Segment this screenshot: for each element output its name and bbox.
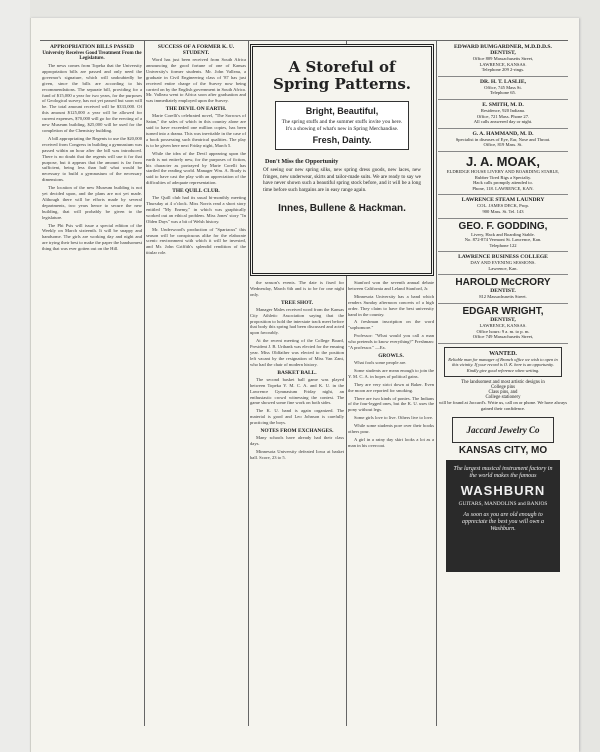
article-paragraph: Minnesota University has a band which renders Sunday afternoon concerts of a high order. They claim to have the best university band in the country.	[348, 293, 434, 317]
jaccard-ad	[438, 380, 568, 456]
washburn-items: GUITARS, MANDOLINS and BANJOS	[458, 501, 548, 508]
business-card	[438, 100, 568, 129]
card-name: LAWRENCE BUSINESS COLLEGE	[458, 254, 548, 261]
card-name: GEO. F. GODDING,	[458, 220, 548, 232]
card-title: DENTIST,	[490, 50, 516, 56]
card-name: LAWRENCE STEAM LAUNDRY	[461, 197, 545, 204]
ad-subheading: Don't Miss the Opportunity	[265, 158, 339, 165]
column-4	[348, 280, 434, 726]
jaccard-heading: The landsomest and most artistic designs in	[461, 380, 545, 386]
card-name: DR. H. T. LASLIE,	[480, 78, 526, 85]
business-card	[438, 152, 568, 195]
card-line: Rubber Tired Rigs a Specialty.	[474, 174, 532, 180]
washburn-tagline: As soon as you are old enough to appreciate the best you will own a Washburn.	[461, 511, 545, 532]
card-name: EDWARD BUMGARDNER, M.D.D.D.S.	[454, 44, 552, 50]
jaccard-text: will be found at Jaccard's. Write us, call on or phone. We have always gained their confidence.	[438, 400, 568, 411]
business-card	[438, 252, 568, 275]
header-rule	[40, 40, 568, 41]
business-card	[438, 219, 568, 253]
wanted-ad	[444, 347, 562, 377]
card-line: Phone, 118. LAWRENCE, KAN.	[472, 185, 534, 191]
article-paragraph: A bill appropriating the Regents to use the $20,000 received from Congress in building a gymnasium was passed within an hour after the bill was introduced. There is no doubt that the regents will use it for that purpose, but it appears that the amount is far from sufficient, being less than half what would be necessary to build a gymnasium of the necessary dimensions.	[42, 135, 142, 183]
wanted-heading: WANTED.	[489, 350, 517, 357]
article-paragraph: There are two kinds of ponies. The Indians of the four-legged ones, but the K. U. uses the pony without legs.	[348, 395, 434, 413]
business-card	[438, 77, 568, 100]
article-subheading: University Receives Good Treatment From the Legislature.	[42, 51, 142, 61]
business-card	[438, 304, 568, 344]
card-line: 812 Massachusetts Street.	[479, 294, 527, 300]
binding-gutter	[0, 0, 30, 752]
article-heading: BASKET BALL.	[277, 369, 317, 376]
article-heading: GROWLS.	[378, 352, 404, 359]
article-paragraph: The K. U. band is again organized. The material is good and Leo Johnson is carefully practicing the boys.	[250, 408, 344, 426]
article-paragraph: Manager Males received word from the Kansas City Athletic Association saying that the proposition to hold the interstate track meet before that body this spring had been discussed and acted upon favorably.	[250, 306, 344, 336]
article-paragraph: The news comes from Topeka that the University appropriation bills are passed and only need the governor's signature, which will undoubtedly be given, since the bills are according to his recommendations. The separate bill, providing for a fund of $15,000 a year for two years, for the purposes of Geological survey, has not yet passed but soon will be. The total amount received will be $333,000. Of this amount $125,000 a year will be allowed for current expenses, $70,000 will go for the erecting of a new Museum building, $25,000 will be used for the completion of the Chemistry building.	[42, 63, 142, 133]
article-paragraph: Some girls love to live. Others live to love.	[354, 415, 434, 421]
article-paragraph: A girl in a rainy day skirt looks a lot as a man in his overcoat.	[348, 436, 434, 448]
article-paragraph: Marie Corelli's celebrated novel, "The Sorrows of Satan," the sales of which in this country alone are said to have exceeded one million copies, has been turned into a drama. This was inevitable in the case of a book possessing such theatrical qualities. The play is to be given here next Friday night, March 5.	[146, 113, 246, 148]
wanted-text: Reliable man for manager of Branch office we wish to open in this vicinity. If your record is O. K. here is an opportunity. Kindly give good reference when writing.	[448, 356, 558, 373]
card-name: J. A. MOAK,	[466, 153, 540, 169]
article-paragraph: A freshman inscription on the word "sophomore."	[348, 319, 434, 331]
card-line: Telephone 209 2-rings.	[481, 67, 525, 73]
article-heading: NOTES FROM EXCHANGES.	[260, 428, 334, 435]
card-line: Office, 819 Mass. St.	[483, 142, 523, 148]
jaccard-item: Class pins, and	[488, 390, 518, 396]
article-paragraph: Stanford won the seventh annual debate between California and Leland Stanford, Jr.	[348, 280, 434, 291]
card-title: DENTIST.	[490, 288, 516, 295]
ad-box-text: The spring stuffs and the summer stuffs invite you here. It's a showing of what's new in Spring Merchandise.	[281, 119, 403, 132]
washburn-name: WASHBURN	[460, 483, 546, 499]
column-5-directory	[438, 42, 568, 726]
article-paragraph: Minnesota University defeated Iowa at basket ball. Score, 23 to 5.	[250, 448, 344, 460]
card-line: Lawrence, Kan.	[488, 265, 518, 271]
column-rule	[248, 40, 249, 726]
card-line: COL. JAMES DECK, Prop.	[477, 203, 529, 209]
article-paragraph: The Quill club had its usual bi-monthly meeting Thursday at 4 o'clock. Miss Norris read a short story entitled "My Enemy," in which was graphically worked out an ethical problem. Miss Jones' story "In Olden Days" was a bit of Welsh history.	[146, 195, 246, 224]
washburn-intro: The largest musical instrument factory in the world makes the famous	[453, 466, 553, 480]
article-paragraph: While some students pore over their books others pour.	[348, 423, 434, 435]
article-paragraph: At the recent meeting of the College Board, President J. B. Urthank was elected for the ensuing year. Miss Oldfather was elected to the position left vacant by the resignation of Miss Van Zant, who had the chair of modern history.	[250, 338, 344, 367]
article-paragraph: Some students are mean enough to join the Y. M. C. A. in hopes of political gains.	[348, 367, 434, 379]
article-heading: THE DEVIL ON EARTH.	[165, 106, 227, 113]
article-paragraph: the season's events. The date is fixed for Wednesday, March 6th and is to be for one night only.	[250, 280, 344, 297]
card-line: Hack calls promptly attended to.	[473, 180, 533, 186]
article-paragraph: Professor: "What would you call a man who pretends to know everything?" Freshman: "A professor." —Ex.	[348, 333, 434, 351]
article-paragraph: While the idea of the Devil appearing upon the earth is not entirely new, for the purposes of fiction, his character as portrayed by Marie Corelli has startled the reading world. Manager Wm. A. Brady is said to have cast the play with an appreciation of the difficulties of adequate representation.	[146, 150, 246, 186]
column-1	[42, 42, 142, 726]
article-paragraph: The second basket ball game was played between Topeka Y. M. C. A. and K. U. in the Lawrence Gymnasium Friday night, an enthusiastic crowd witnessing the contest. The game showed some fine work on both sides.	[250, 376, 344, 406]
ad-box-bottom: Fresh, Dainty.	[312, 135, 372, 145]
column-2	[146, 42, 246, 726]
card-line: DAY AND EVENING SESSIONS.	[470, 260, 536, 266]
jaccard-city: KANSAS CITY, MO	[458, 445, 548, 457]
column-3	[250, 280, 344, 726]
card-line: Office hours: 9 a. m. to p. m.	[476, 328, 530, 334]
column-rule	[436, 40, 437, 726]
jaccard-item: College stationery	[485, 395, 521, 401]
card-line: No. 872-874 Vermont St. Lawrence, Kan.	[464, 237, 542, 243]
spring-patterns-ad	[250, 44, 434, 276]
card-name: E. SMITH, M. D.	[482, 101, 524, 108]
card-line: Office, 745 Mass St.	[484, 84, 522, 90]
card-line: LAWRENCE, KANSAS.	[479, 61, 527, 67]
article-heading: THE QUILL CLUB.	[172, 188, 220, 195]
card-line: 900 Mass. St. Tel. 143	[482, 208, 524, 214]
article-paragraph: Word has just been received from South Africa announcing the good fortune of one of Kansas University's former students. Mr. John Valleau, a graduate in Civil Engineering class of '87 has just received entire charge of the Survey now being carried on by the English government in South Africa. Mr. Valleau went to Africa soon after graduation and was immediately employed upon the Survey.	[146, 57, 246, 104]
article-paragraph: The location of the new Museum building is not yet decided upon, and the plans are not yet made. Although there will be efforts made by several departments, two years hence to secure the new building, that will probably be given to the legislature.	[42, 185, 142, 220]
jaccard-logo: Jaccard Jewelry Co	[452, 417, 554, 443]
ad-box-top: Bright, Beautiful,	[305, 106, 379, 116]
business-card	[438, 195, 568, 218]
article-heading: SUCCESS OF A FORMER K. U. STUDENT.	[157, 44, 235, 56]
article-heading: APPROPRIATION BILLS PASSED	[50, 44, 134, 50]
ad-feature-box	[275, 101, 409, 150]
ad-body-text: Of seeing our new spring silks, new spring dress goods, new laces, new fringes, new underwear, skirts and tailor-made suits. We are ready to say we have never shown such a beautiful spring stock before, and it will be a long time before such bargains are in easy range again.	[263, 167, 421, 193]
card-name: HAROLD McCRORY	[455, 277, 551, 289]
business-card	[438, 129, 568, 152]
card-line: ELDRIDGE HOUSE LIVERY AND BOARDING STABLE,	[446, 168, 560, 174]
card-line: Livery, Hack and Boarding Stable.	[471, 231, 535, 237]
ad-firm-name: Innes, Bullene & Hackman.	[278, 203, 406, 215]
article-paragraph: They are very strict down at Baker. Even the moon are reported for smoking.	[348, 381, 434, 393]
card-line: Specialist in diseases of Eye, Ear, Nose and Throat.	[455, 136, 551, 142]
card-line: Office, 721 Mass. Phone 27.	[476, 113, 530, 119]
card-line: Telephone 65.	[490, 90, 516, 96]
article-paragraph: Many schools have already had their class days.	[250, 435, 344, 446]
card-line: LAWRENCE, KANSAS.	[479, 323, 527, 329]
business-card	[438, 42, 568, 77]
article-heading: TREE SHOT.	[281, 299, 313, 306]
card-title: DENTIST,	[490, 317, 516, 324]
card-name: EDGAR WRIGHT,	[462, 306, 544, 318]
ad-title: A Storeful of Spring Patterns.	[272, 58, 411, 93]
article-paragraph: What fools some people are.	[354, 359, 407, 365]
card-line: Residence, 920 Indiana.	[480, 107, 526, 113]
card-line: All calls answered day or night.	[473, 119, 533, 125]
card-line: Office 749 Massachusetts Street,	[472, 334, 534, 340]
card-line: Office 809 Massachusetts Street,	[472, 56, 534, 61]
article-paragraph: The Phi Psis will issue a special edition of the Weekly on March sixteenth. It will be snappy and handsome. The girls are working day and night and are trying their best to make the paper the handsomest thing that was ever gotten out on the Hill.	[42, 222, 142, 252]
column-rule	[144, 40, 145, 726]
business-card	[438, 275, 568, 304]
washburn-ad	[446, 460, 560, 572]
jaccard-item: College pins	[490, 385, 516, 391]
card-name: G. A. HAMMAND, M. D.	[472, 130, 534, 137]
article-paragraph: Mr. Underwood's production of "Spartacus" this season will be conspicuous alike for the elaborate scenic environment with which it will be invested, and Mr. John Griffith's splendid rendition of the titular role.	[146, 226, 246, 256]
card-line: Telephone 122	[489, 242, 517, 248]
